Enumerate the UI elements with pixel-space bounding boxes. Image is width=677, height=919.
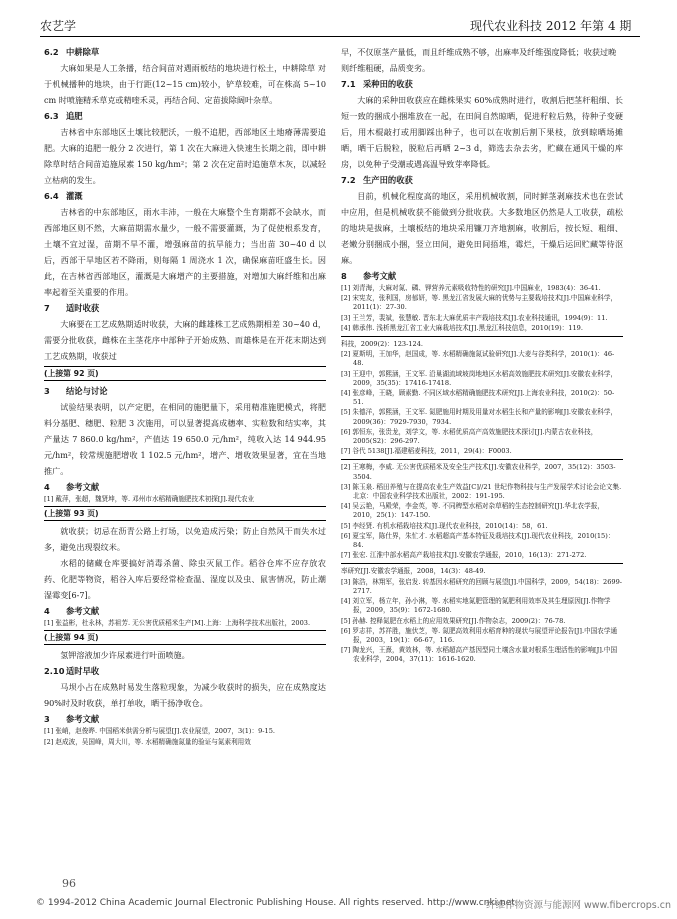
section-title: 参考文献	[66, 482, 100, 492]
section-title: 采种田的收获	[363, 79, 413, 89]
section-title: 灌溉	[66, 191, 83, 201]
section-title: 生产田的收获	[363, 175, 413, 185]
reference-item: [2] 赵成波，吴国峰，周大川，等. 水稻精确施氮量的验证与氮素利用效	[44, 737, 251, 746]
reference-item: [5] 朱德洋，郭熙涵，王文军. 氮肥施用时期及用量对水稻生长和产量的影响[J].安徽农业科学，2009(36)：7929-7930，7934.	[341, 408, 618, 426]
continued-from-label: (上接第 93 页)	[44, 506, 326, 521]
section-heading	[44, 383, 326, 399]
reference-item: [3] 王兰芳，裴斌，张慧敏. 晋东北大麻优质丰产栽培技术[J].农业科技通讯，1994(9)：11.	[341, 313, 608, 322]
section-number: 3	[44, 714, 50, 725]
section-heading	[44, 603, 326, 619]
section-number: 3	[44, 386, 50, 396]
section-heading	[44, 44, 326, 60]
paragraph: 试验结果表明，以产定肥，在相同的施肥量下，采用精准施肥模式，将肥料分基肥、穗肥、粒肥 3 次施用，可以显著提高成穗率、实粒数和结实率，其产量达 7 860.0 kg/hm²，产值达 19 650.0 元/hm²，纯收入达 14 944.95 元/hm²，较常规施肥增收 1 102.5 元/hm²，增产、增收效果显著，宜在当地推广。	[44, 402, 326, 476]
reference-item: [5] 李经贤. 有机水稻栽培技术[J].现代农业科技，2010(14)：58，61.	[341, 521, 548, 530]
paragraph: 大麻要在工艺成熟期适时收获，大麻的雌雄株工艺成熟期相差 30~40 d，需要分批收获，雌株在主茎花序中部种子开始成熟、而雄株是在开花末期达到工艺成熟期，收获过	[44, 319, 326, 361]
section-number: 7	[44, 303, 50, 313]
reference-item: [7] 谷代 5138[J].福建稻麦科技，2011，29(4)：F0003.	[341, 447, 512, 456]
paragraph: 氢钾溶液加少许尿素进行叶面喷施。	[60, 650, 190, 661]
reference-item: [1] 戴萍，张超，魏贤坤，等. 邓州市水稻精确施肥技术初探[J].现代农业	[44, 495, 255, 503]
reference-item: 率研究[J].安徽农学通报，2008，14(3)：48-49.	[341, 567, 486, 576]
section-number: 4	[44, 606, 50, 617]
section-number: 6.4	[44, 191, 59, 201]
reference-item: [4] 刘立军，杨立年，孙小淋，等. 水稻实地氮肥管理的氮肥利用效率及其生理原因[J].作物学报，2009，35(9)：1672-1680.	[341, 597, 611, 615]
reference-item: [3] 王迎中，郭熙涵，王文军. 沿巢湖流域坡岗地地区水稻高效施肥技术研究[J].安徽农业科学，2009，35(35)：17416-17418.	[341, 369, 618, 387]
reference-item: [1] 刘青海，大麻对氮、磷、钾营养元素吸收特性的研究[J].中国麻业，1983(4)：36-41.	[341, 284, 601, 292]
section-heading	[44, 108, 326, 124]
reference-item: [6] 郭恒东，张贵龙，刘学文，等. 水稻优质高产高效施肥技术探讨[J].内蒙古农业科技，2005(S2)：296-297.	[341, 427, 598, 446]
section-number: 6.3	[44, 111, 59, 121]
section-heading	[341, 172, 623, 188]
reference-item: [2] 宋宪友，张利国，房郁妍，等. 黑龙江省发展大麻的优势与主要栽培技术[J].中国麻业科学，2011(1)：27-30.	[341, 294, 618, 312]
reference-item: [4] 韩承伟. 浅析黑龙江省工业大麻栽培技术[J].黑龙江科技信息，2010(19)：119.	[341, 323, 583, 332]
reference-item: [6] 罗志祥，苏祥胜，施伏芝，等. 氮肥高效利用水稻育种的现状与展望评论报告[J].中国农学通报，2003，19(1)：66-67，116.	[341, 626, 618, 644]
reference-item: [6] 夏宝军，陈仕界，朱忙才. 水稻超高产基本特征及栽培技术[J].现代农业科技，2010(15)：84.	[341, 531, 615, 550]
section-title: 参考文献	[66, 606, 100, 617]
reference-item: [1] 张益彬，杜永林，苏祖芳. 无公害优质稻米生产[M].上海：上海科学技术出版社，2003.	[44, 619, 311, 628]
continued-from-label: (上接第 94 页)	[44, 630, 326, 645]
page-number: 96	[62, 877, 76, 890]
section-number: 6.2	[44, 47, 59, 57]
journal-issue: 现代农业科技 2012 年第 4 期	[470, 19, 632, 33]
section-number: 4	[44, 482, 50, 492]
section-heading	[44, 300, 326, 316]
section-heading	[44, 663, 326, 679]
reference-item: [4] 吴云艳，马殿荣，李金英，等. 不同稗型水稻对杂草稻的生态控制研究[J].华北农学报，2010，25(1)：147-150.	[341, 502, 604, 520]
paragraph: 目前，机械化程度高的地区，采用机械收割，同时鲜茎剥麻技术也在尝试中应用，但是机械收获不能做到分批收获。大多数地区仍然是人工收获，疏松的地块是拔麻，土壤板结的地块采用镰刀齐地割麻，收割后，按长短、粗细、老嫩分别捆成小捆，竖立田间，避免田间捂堆，霉烂，干燥后运回贮藏等待沤麻。	[341, 191, 623, 265]
paragraph: 大麻如果是人工条播，结合间苗对遇雨板结的地块进行松土，中耕除草 对于机械播种的地块，由于行距(12~15 cm)较小，铲草较难，可在株高 5~10 cm 时喷施精禾草克或精喹禾灵，再结合间、定苗拔除阔叶杂草。	[44, 63, 326, 105]
reference-item: [7] 张宏. 江淮中部水稻高产栽培技术[J].安徽农学通报，2010，16(13)：271-272.	[341, 551, 587, 560]
reference-item: [3] 陈玉泉. 稻田养殖与在提高农业生产效益[C]//21 世纪作物科技与生产发展学术讨论会论文集. 北京：中国农业科学技术出版社，2002：191-195.	[341, 482, 622, 501]
header-rule	[40, 36, 640, 37]
section-heading	[44, 711, 326, 727]
paragraph: 水稻的储藏仓库要搞好消毒杀菌、除虫灭鼠工作。稻谷仓库不应存放农药、化肥等物资，稻谷入库后要经常检查温、湿度以及虫、鼠害情况，防止潮湿霉变[6-7]。	[44, 558, 326, 601]
reference-item: [2] 王寒梅，李威. 无公害优质稻米及安全生产技术[J].安徽农业科学，2007，35(12)：3503-3504.	[341, 463, 616, 481]
reference-item: [5] 孙赫. 控释氮肥在水稻上的应用效果研究[J].作物杂志，2009(2)：76-78.	[341, 616, 566, 625]
paragraph: 马坝小占在成熟时易发生落粒现象，为减少收获时的损失，应在成熟度达 90%时及时收获，单打单收，晒干扬净收仓。	[44, 682, 326, 709]
paragraph: 吉林省的中东部地区，雨水丰沛，一般在大麻整个生育期都不会缺水，而西部地区则不然，大麻苗期需水量少，一般不需要灌溉，为了促使根系发育，土壤不宜过湿，苗期不旱不灌，增强麻苗的抗旱能力；当出苗 30~40 d 以后，西部干旱地区若不降雨，则每隔 1 周浇水 1 次，确保麻苗旺盛生长。因此，在吉林省西部地区，灌溉是大麻增产的主要措施，对增加大麻纤维和出麻率起着至关重要的作用。	[44, 207, 326, 297]
section-title: 中耕除草	[66, 47, 100, 57]
section-number: 2.10	[44, 666, 65, 677]
paragraph: 大麻的采种田收获应在雌株果实 60%成熟时进行，收割后把茎秆粗细、长短一致的捆成小捆堆放在一起，在田间自然晾晒，促进籽粒后熟，待种子变硬后，用木棍敲打或用脚踩出种子，也可以在收割后割下果枝，放到晾晒场摊晒，晒干后脱粒，脱粒后再晒 2~3 d，筛选去杂去劣，贮藏在通风干燥的库房，以免种子受潮或遇高温导致芽率降低。	[341, 95, 623, 169]
reference-item: 科技，2009(2)：123-124.	[341, 340, 423, 349]
right-column	[341, 44, 623, 666]
reference-item: [1] 张峭，赵俊晔. 中国稻米供需分析与展望[J].农业展望，2007，3(1)：9-15.	[44, 727, 275, 736]
section-title: 参考文献	[363, 271, 397, 281]
paragraph: 就收获；切忌在沥青公路上打场，以免造成污染；防止自然风干而失水过多，避免出现裂纹米。	[44, 526, 326, 553]
section-heading	[44, 479, 326, 495]
article-separator	[341, 336, 623, 337]
left-column	[44, 44, 326, 748]
journal-section: 农艺学	[40, 19, 77, 33]
continued-from-label: (上接第 92 页)	[44, 366, 326, 381]
reference-item: [7] 陶龙兴，王熹，黄效林，等. 水稻超高产基因型同土壤含水量对根系生理活性的影响[J].中国农业科学，2004，37(11)：1616-1620.	[341, 646, 618, 664]
copyright-footer: © 1994-2012 China Academic Journal Electronic Publishing House. All rights reserved. http://www.cnki.net	[36, 898, 515, 908]
site-watermark: 纤维作物资源与能源网 www.fibercrops.cn	[485, 900, 671, 911]
reference-item: [3] 陈浩，林翔军，张启发. 转基因水稻研究的回顾与展望[J].中国科学，2009，54(18)：2699-2717.	[341, 577, 623, 595]
section-title: 参考文献	[66, 714, 100, 725]
reference-item: [4] 张彦峰，王晓，顾素勤. 不同区域水稻精确施肥技术研究[J].上海农业科技，2010(2)：50-51.	[341, 389, 615, 407]
section-title: 适时早收	[66, 666, 100, 677]
section-heading	[341, 268, 623, 284]
paragraph: 吉林省中东部地区土壤比较肥沃，一般不追肥，西部地区土地瘠薄需要追肥。大麻的追肥一般分 2 次进行，第 1 次在大麻进入快速生长期之前，即中耕除草时结合间苗追施尿素 150 kg/hm²；第 2 次在定苗时追施草木灰，以减轻立枯病的发生。	[44, 127, 326, 185]
section-number: 7.1	[341, 79, 356, 89]
paragraph: 早，不仅原茎产量低，而且纤维成熟不够，出麻率及纤维强度降低；收获过晚则纤维粗硬，品质变劣。	[341, 47, 617, 73]
section-title: 结论与讨论	[66, 386, 108, 396]
reference-item: [2] 夏斯明，王加华，赵国成，等. 水稻精确施氮试验研究[J].大麦与谷类科学，2010(1)：46-48.	[341, 350, 615, 368]
section-title: 适时收获	[66, 303, 100, 313]
section-number: 7.2	[341, 175, 356, 185]
article-separator	[341, 459, 623, 460]
section-heading	[44, 188, 326, 204]
section-heading	[341, 76, 623, 92]
article-separator	[341, 563, 623, 564]
section-number: 8	[341, 271, 347, 281]
section-title: 追肥	[66, 111, 83, 121]
